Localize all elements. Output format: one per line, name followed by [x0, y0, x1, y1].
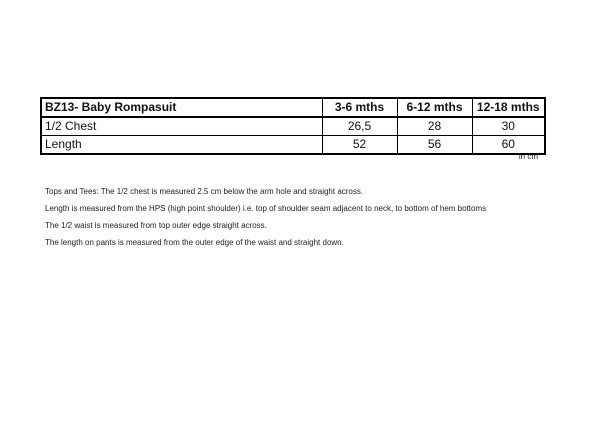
table-cell: 26,5 [322, 117, 397, 136]
table-cell: 60 [472, 136, 545, 155]
note-line: The length on pants is measured from the outer edge of the waist and straight down. [45, 238, 344, 247]
table-cell: 30 [472, 117, 545, 136]
size-header-6-12: 6-12 mths [397, 98, 472, 117]
table-header-row [41, 98, 545, 117]
table-cell: 28 [397, 117, 472, 136]
row-label-chest: 1/2 Chest [41, 117, 322, 136]
table-row [41, 136, 545, 155]
size-header-12-18: 12-18 mths [472, 98, 545, 117]
table-row [41, 117, 545, 136]
product-title: BZ13- Baby Rompasuit [41, 98, 322, 117]
unit-note: in cm [518, 152, 538, 161]
note-line: Length is measured from the HPS (high point shoulder) i.e. top of shoulder seam adjacent to neck, to bottom of hem bottoms [45, 204, 487, 213]
table-cell: 52 [322, 136, 397, 155]
measurement-notes [45, 183, 565, 251]
table-cell: 56 [397, 136, 472, 155]
note-line: Tops and Tees: The 1/2 chest is measured 2.5 cm below the arm hole and straight across. [45, 187, 364, 196]
size-chart-table [40, 97, 546, 155]
size-header-3-6: 3-6 mths [322, 98, 397, 117]
note-line: The 1/2 waist is measured from top outer edge straight across. [45, 221, 267, 230]
row-label-length: Length [41, 136, 322, 155]
